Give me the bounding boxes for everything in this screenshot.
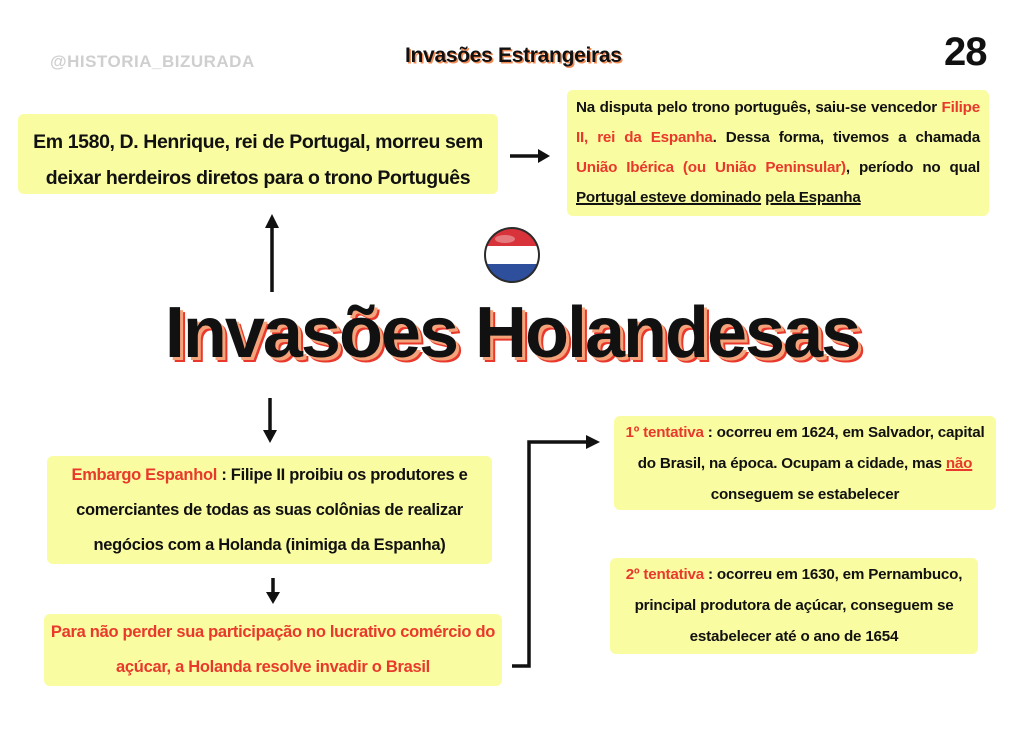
attempt2-body: : ocorreu em 1630, em Pernambuco, principal produtora de açúcar, conseguem se estabelecer até o ano de 1654 [634,566,963,645]
union-philip-highlight: Filipe II, rei da Espanha [576,99,980,146]
attempt1-label: 1º tentativa [625,424,704,441]
box-death-line1: Em 1580, D. Henrique, rei de Portugal, morreu sem [33,131,483,153]
connector-arrow-icon [512,442,588,666]
union-underline-2: pela Espanha [765,189,861,206]
arrow-up-icon [265,214,279,292]
embargo-label: Embargo Espanhol [71,466,218,484]
topic-heading: Invasões Estrangeiras [405,44,622,67]
box-sugar-text: Para não perder sua participação no lucrativo comércio do açúcar, a Holanda resolve invadir o Brasil [50,623,496,676]
attempt2-label: 2º tentativa [625,566,705,583]
arrow-down-icon [263,398,277,443]
union-underline-1: Portugal esteve dominado [576,189,762,206]
connector-arrow-head-icon [586,435,600,449]
attempt1-body: : ocorreu em 1624, em Salvador, capital do Brasil, na época. Ocupam a cidade, mas [637,424,985,472]
embargo-text: : Filipe II proibiu os produtores e comerciantes de todas as suas colônias de realizar negócios com a Holanda (inimiga da Espanha) [76,466,468,554]
main-title: Invasões Holandesas [164,293,860,373]
attempt1-end: conseguem se estabelecer [710,486,900,503]
box-death-line2: deixar herdeiros diretos para o trono Português [45,167,471,189]
union-iberian-highlight: União Ibérica (ou União Peninsular) [576,159,846,176]
attempt1-negation: não [945,455,973,472]
union-text-3: , período no qual [845,159,980,176]
arrow-down-small-icon [266,578,280,604]
social-handle: @HISTORIA_BIZURADA [50,52,255,71]
arrow-right-icon [510,149,550,163]
page-number: 28 [944,30,987,74]
union-text-2: . Dessa forma, tivemos a chamada [712,129,980,146]
union-text-1: Na disputa pelo trono português, saiu-se vencedor [576,99,942,116]
